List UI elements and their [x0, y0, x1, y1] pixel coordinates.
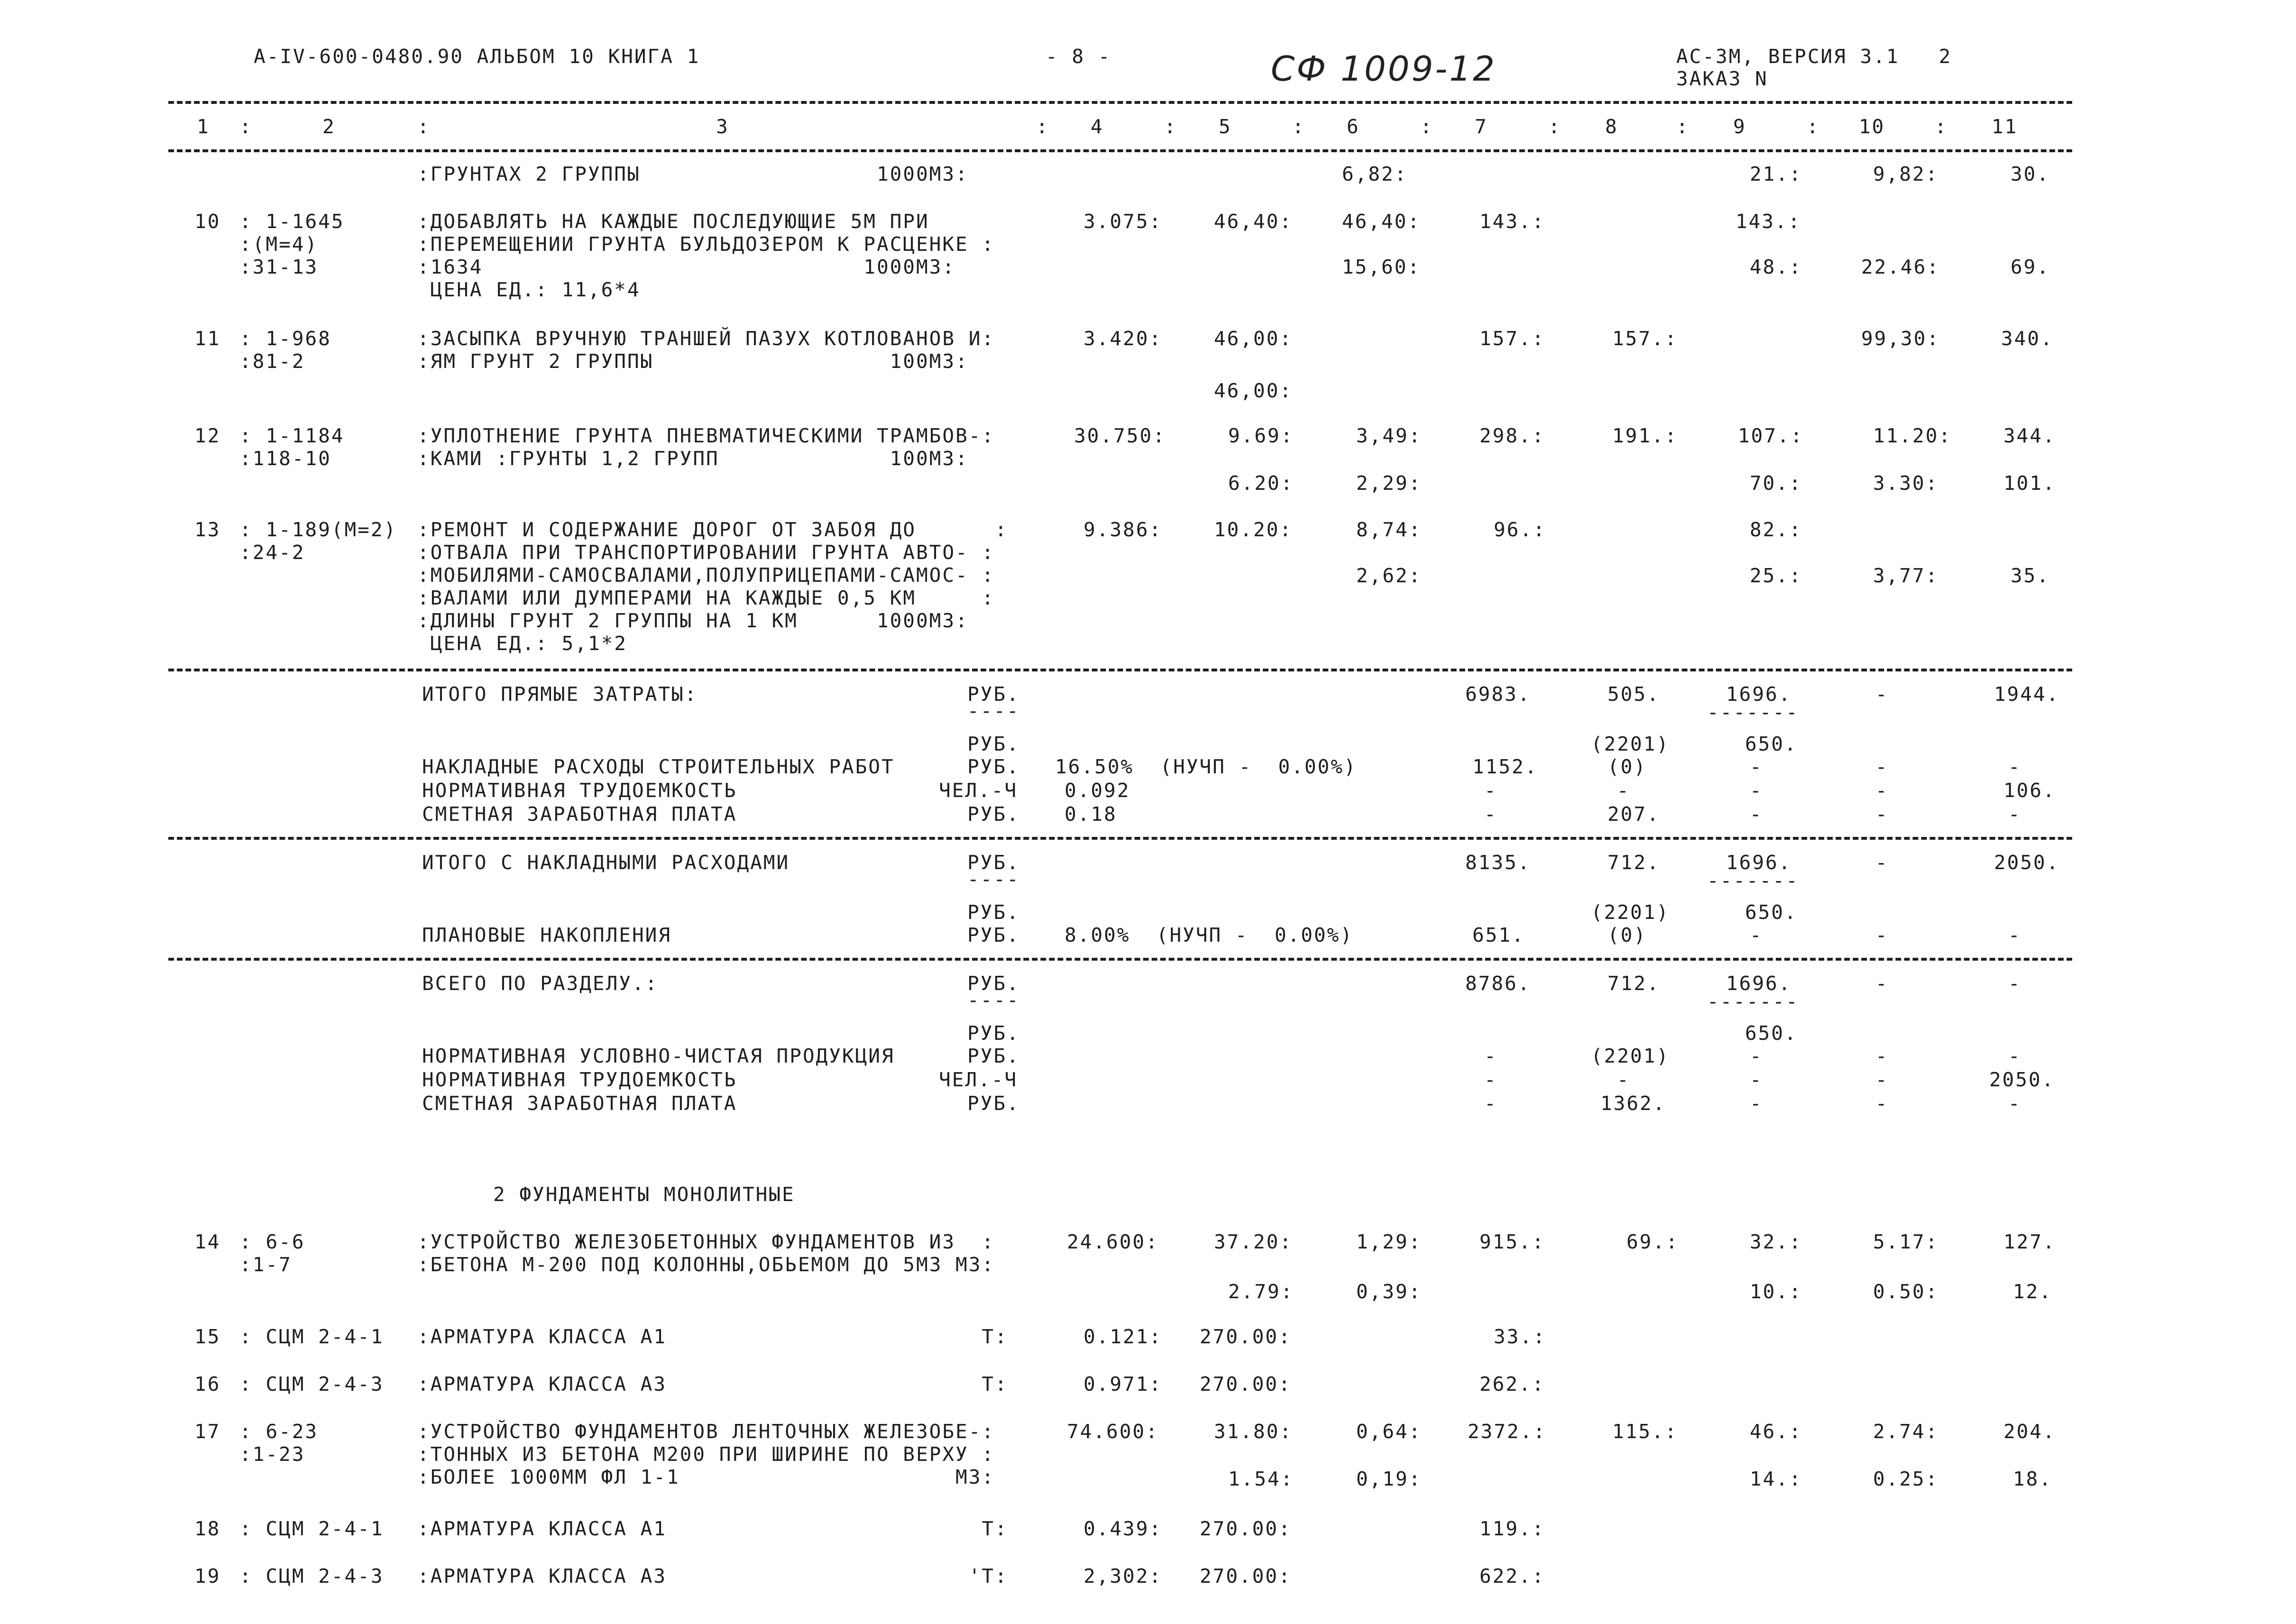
summary-unit: ЧЕЛ.-Ч [939, 779, 1018, 802]
column-number: 4 [1091, 115, 1104, 138]
row-description: :ЯМ ГРУНТ 2 ГРУППЫ 100М3: [417, 350, 969, 373]
row-number: 14 [194, 1230, 221, 1253]
summary-label: ПЛАНОВЫЕ НАКОПЛЕНИЯ [422, 924, 671, 946]
summary-col11: 2050. [1989, 1068, 2055, 1091]
cell-col7: 262.: [1479, 1373, 1545, 1395]
summary-col7: - [1484, 1092, 1497, 1115]
row-code-text: 1-1184 [266, 424, 345, 447]
row-number: 17 [194, 1420, 221, 1443]
row-code: : 6-23 [239, 1420, 319, 1443]
cell-col9: 32.: [1750, 1230, 1802, 1253]
column-separator: : [1036, 115, 1049, 138]
underline-marks: ---- [967, 868, 1020, 890]
cell-col4: 9.386: [1084, 518, 1163, 541]
column-separator: : [1548, 115, 1561, 138]
row-description: :ТОННЫХ ИЗ БЕТОНА М200 ПРИ ШИРИНЕ ПО ВЕРХУ : [417, 1443, 995, 1466]
summary-col9: - [1750, 1068, 1763, 1091]
summary-col9: - [1750, 755, 1763, 778]
row-description: :УСТРОЙСТВО ФУНДАМЕНТОВ ЛЕНТОЧНЫХ ЖЕЛЕЗОБЕ-: [417, 1420, 995, 1443]
summary-col9: 1696. [1726, 972, 1792, 995]
underline-marks: ------- [1707, 869, 1799, 892]
cell-col4: 0.971: [1084, 1373, 1163, 1395]
column-number: 8 [1605, 115, 1618, 138]
cell-col5: 37.20: [1214, 1230, 1293, 1253]
summary-col7: - [1484, 803, 1497, 826]
row-number: 10 [194, 210, 221, 233]
cell-col10-sub: 0.50: [1873, 1280, 1939, 1303]
summary-rate: 8.00% (НУЧП - 0.00%) [1065, 924, 1354, 946]
cell-col4: 0.439: [1084, 1517, 1163, 1540]
summary-col9: 1696. [1726, 851, 1792, 874]
row-code-text: 6-23 [266, 1420, 319, 1443]
cell-col4: 3.075: [1084, 210, 1163, 233]
cell-col5: 46,40: [1214, 210, 1293, 233]
summary-label: СМЕТНАЯ ЗАРАБОТНАЯ ПЛАТА [422, 1092, 737, 1115]
row-number: 12 [194, 424, 221, 447]
summary-col9: 650. [1745, 733, 1798, 755]
column-separator: : [1807, 115, 1820, 138]
summary-col7: 651. [1472, 924, 1525, 946]
row-code-text: СЦМ 2-4-1 [266, 1517, 384, 1540]
summary-label: НАКЛАДНЫЕ РАСХОДЫ СТРОИТЕЛЬНЫХ РАБОТ [422, 755, 895, 778]
cell-col9-sub: 70.: [1750, 472, 1802, 495]
album-reference: А-IV-600-0480.90 АЛЬБОМ 10 КНИГА 1 [254, 45, 700, 68]
cell-col9: 21.: [1750, 163, 1802, 185]
column-separator: : [417, 115, 431, 138]
cell-col11: 340. [2001, 327, 2054, 350]
row-number: 18 [194, 1517, 221, 1540]
cell-col4: 2,302: [1084, 1565, 1163, 1587]
underline-marks: ------- [1707, 701, 1799, 724]
underline-marks: ---- [967, 989, 1020, 1011]
summary-col9: - [1750, 1045, 1763, 1067]
column-separator: : [1420, 115, 1433, 138]
cell-col11-sub: 69. [2011, 256, 2050, 278]
cell-col9-sub: 14.: [1750, 1468, 1802, 1490]
cell-col10: 5.17: [1873, 1230, 1939, 1253]
summary-col11: - [2008, 972, 2021, 995]
cell-col6-sub: 0,19: [1356, 1468, 1422, 1490]
column-number: 7 [1475, 115, 1488, 138]
column-number: 6 [1347, 115, 1360, 138]
summary-col11: 106. [2003, 779, 2056, 802]
cell-col8: 191.: [1612, 424, 1678, 447]
summary-unit: ЧЕЛ.-Ч [939, 1068, 1018, 1091]
cell-col7: 119.: [1479, 1517, 1545, 1540]
cell-col5-sub: 6.20: [1228, 472, 1294, 495]
row-code: : СЦМ 2-4-1 [239, 1517, 384, 1540]
row-code-line: :24-2 [239, 541, 305, 564]
row-number: 16 [194, 1373, 221, 1395]
row-code: : СЦМ 2-4-3 [239, 1565, 384, 1587]
summary-col10: - [1875, 803, 1889, 826]
summary-col9: 1696. [1726, 683, 1792, 706]
row-code-line: :31-13 [239, 256, 319, 278]
cell-col10-sub: 3,77: [1873, 564, 1939, 587]
summary-col8: (0) [1607, 924, 1647, 946]
cell-col5: 270.00: [1200, 1325, 1292, 1348]
cell-col11: 30. [2011, 163, 2050, 185]
column-separator: : [1164, 115, 1177, 138]
cell-col7: 298.: [1479, 424, 1545, 447]
cell-col11-sub: 12. [2013, 1280, 2053, 1303]
summary-rule [168, 669, 2072, 671]
section-title: 2 ФУНДАМЕНТЫ МОНОЛИТНЫЕ [493, 1183, 795, 1206]
row-description: :АРМАТУРА КЛАССА А3 'Т: [417, 1565, 1008, 1587]
handwritten-reference: СФ 1009-12 [1271, 49, 1497, 89]
summary-unit: РУБ. [967, 1092, 1020, 1115]
cell-col6-sub: 2,29: [1356, 472, 1422, 495]
summary-label: ИТОГО С НАКЛАДНЫМИ РАСХОДАМИ [422, 851, 790, 874]
row-code-text: СЦМ 2-4-3 [266, 1565, 384, 1587]
row-description: :ПЕРЕМЕЩЕНИИ ГРУНТА БУЛЬДОЗЕРОМ К РАСЦЕНКЕ : [417, 233, 995, 256]
cell-col7: 2372.: [1468, 1420, 1547, 1443]
cell-col9: 143.: [1736, 210, 1801, 233]
cell-col10-sub: 3.30: [1873, 472, 1939, 495]
cell-col6-sub: 2,62: [1356, 564, 1422, 587]
cell-col10: 11.20: [1873, 424, 1952, 447]
summary-col10: - [1875, 851, 1889, 874]
row-number: 15 [194, 1325, 221, 1348]
cell-col11: 344. [2003, 424, 2056, 447]
row-code: : 1-1645 [239, 210, 345, 233]
summary-col8: 712. [1607, 851, 1660, 874]
header-rule-bottom [168, 149, 2072, 152]
summary-col9: 650. [1745, 1022, 1798, 1045]
cell-col11: 127. [2003, 1230, 2056, 1253]
cell-col10: 99,30: [1861, 327, 1940, 350]
row-code-line: :(М=4) [239, 233, 319, 256]
summary-col7: 1152. [1472, 755, 1538, 778]
summary-col8: 1362. [1600, 1092, 1666, 1115]
summary-unit: РУБ. [967, 1045, 1020, 1067]
cell-col9: 107.: [1738, 424, 1804, 447]
cell-col7: 915.: [1479, 1230, 1545, 1253]
summary-col9: - [1750, 1092, 1763, 1115]
summary-col8: (2201) [1591, 1045, 1670, 1067]
row-description: :МОБИЛЯМИ-САМОСВАЛАМИ,ПОЛУПРИЦЕПАМИ-САМОС- : [417, 564, 995, 587]
row-description: :БЕТОНА М-200 ПОД КОЛОННЫ,ОБЬЕМОМ ДО 5М3 М3: [417, 1253, 995, 1276]
cell-col8: 69.: [1626, 1230, 1679, 1253]
summary-col8: 505. [1607, 683, 1660, 706]
summary-col8: 207. [1607, 803, 1660, 826]
underline-marks: ---- [967, 699, 1020, 722]
cell-col6: 3,49: [1356, 424, 1422, 447]
row-code-text: 1-1645 [266, 210, 345, 233]
row-description: :ЗАСЫПКА ВРУЧНУЮ ТРАНШЕЙ ПАЗУХ КОТЛОВАНОВ И: [417, 327, 995, 350]
summary-col10: - [1875, 779, 1889, 802]
summary-label: ИТОГО ПРЯМЫЕ ЗАТРАТЫ: [422, 683, 698, 706]
row-code: : 1-189(М=2) [239, 518, 397, 541]
row-description: :ДОБАВЛЯТЬ НА КАЖДЫЕ ПОСЛЕДУЮЩИЕ 5М ПРИ [417, 210, 929, 233]
row-code-text: СЦМ 2-4-1 [266, 1325, 384, 1348]
row-code: : 6-6 [239, 1230, 305, 1253]
summary-col9: - [1750, 803, 1763, 826]
cell-col10-sub: 0.25: [1873, 1468, 1939, 1490]
row-code-text: 1-189(М=2) [266, 518, 397, 541]
summary-col10: - [1875, 1068, 1889, 1091]
cell-col9-sub: 10.: [1750, 1280, 1802, 1303]
summary-rule [168, 837, 2072, 840]
summary-rate: 16.50% (НУЧП - 0.00%) [1055, 755, 1357, 778]
row-description: :ДЛИНЫ ГРУНТ 2 ГРУППЫ НА 1 КМ 1000М3: [417, 609, 969, 632]
cell-col6: 1,29: [1356, 1230, 1422, 1253]
column-number: 5 [1219, 115, 1232, 138]
summary-col8: (2201) [1591, 901, 1670, 924]
cell-col5: 31.80: [1214, 1420, 1293, 1443]
summary-rate: 0.092 [1065, 779, 1130, 802]
summary-col10: - [1875, 972, 1889, 995]
cell-col4: 24.600: [1067, 1230, 1159, 1253]
summary-unit: РУБ. [967, 803, 1020, 826]
column-number: 1 [197, 115, 210, 138]
cell-col11-sub: 35. [2011, 564, 2050, 587]
summary-unit: РУБ. [967, 972, 1020, 995]
column-separator: : [1676, 115, 1690, 138]
summary-col7: 8135. [1465, 851, 1531, 874]
row-code-text: 6-6 [266, 1230, 305, 1253]
summary-col11: - [2008, 1092, 2021, 1115]
row-price-note: ЦЕНА ЕД.: 5,1*2 [417, 632, 627, 655]
summary-col11: - [2008, 755, 2021, 778]
summary-unit: РУБ. [967, 901, 1020, 924]
summary-label: ВСЕГО ПО РАЗДЕЛУ.: [422, 972, 659, 995]
cell-col11: 204. [2003, 1420, 2056, 1443]
row-code-line: :81-2 [239, 350, 305, 373]
column-separator: : [1292, 115, 1305, 138]
cell-col6: 46,40: [1342, 210, 1421, 233]
cell-col8: 157.: [1612, 327, 1678, 350]
row-code: : СЦМ 2-4-3 [239, 1373, 384, 1395]
cell-col7: 622.: [1479, 1565, 1545, 1587]
summary-col9: - [1750, 779, 1763, 802]
summary-label: НОРМАТИВНАЯ ТРУДОЕМКОСТЬ [422, 779, 737, 802]
column-number: 2 [322, 115, 336, 138]
row-description: :1634 1000М3: [417, 256, 956, 278]
cell-col9-sub: 25.: [1750, 564, 1802, 587]
cell-col4: 3.420: [1084, 327, 1163, 350]
row-description: :ОТВАЛА ПРИ ТРАНСПОРТИРОВАНИИ ГРУНТА АВТО- : [417, 541, 995, 564]
summary-rate: 0.18 [1065, 803, 1117, 826]
cell-col7: 143.: [1479, 210, 1545, 233]
row-description: :АРМАТУРА КЛАССА А3 Т: [417, 1373, 1008, 1395]
column-number: 11 [1992, 115, 2018, 138]
cell-col6: 8,74: [1356, 518, 1422, 541]
summary-col11: 2050. [1994, 851, 2060, 874]
summary-label: НОРМАТИВНАЯ ТРУДОЕМКОСТЬ [422, 1068, 737, 1091]
page-number: - 8 - [1046, 45, 1111, 68]
cell-col4: 0.121: [1084, 1325, 1163, 1348]
row-number: 11 [194, 327, 221, 350]
column-separator: : [239, 115, 253, 138]
row-code: : 1-968 [239, 327, 331, 350]
row-description: :ВАЛАМИ ИЛИ ДУМПЕРАМИ НА КАЖДЫЕ 0,5 КМ : [417, 587, 995, 609]
summary-col8: 712. [1607, 972, 1660, 995]
cell-col7: 33.: [1494, 1325, 1546, 1348]
summary-unit: РУБ. [967, 683, 1020, 706]
cell-col11-sub: 101. [2003, 472, 2056, 495]
cell-col5: 10.20: [1214, 518, 1293, 541]
summary-col7: 8786. [1465, 972, 1531, 995]
row-description: :УПЛОТНЕНИЕ ГРУНТА ПНЕВМАТИЧЕСКИМИ ТРАМБОВ-: [417, 424, 995, 447]
cell-col5-sub: 2.79: [1228, 1280, 1294, 1303]
cell-col5: 46,00: [1214, 327, 1293, 350]
row-description: :КАМИ :ГРУНТЫ 1,2 ГРУПП 100М3: [417, 447, 969, 470]
summary-rule [168, 958, 2072, 961]
summary-col8: (2201) [1591, 733, 1670, 755]
row-code: : СЦМ 2-4-1 [239, 1325, 384, 1348]
row-number: 13 [194, 518, 221, 541]
summary-col8: - [1617, 1068, 1630, 1091]
cell-col10: 2.74: [1873, 1420, 1939, 1443]
summary-col8: - [1617, 779, 1630, 802]
cell-col6: 0,64: [1356, 1420, 1422, 1443]
summary-col10: - [1875, 755, 1889, 778]
summary-col10: - [1875, 1092, 1889, 1115]
cell-col6-sub: 0,39: [1356, 1280, 1422, 1303]
summary-col7: - [1484, 1068, 1497, 1091]
cell-col5: 9.69: [1228, 424, 1294, 447]
summary-col7: - [1484, 779, 1497, 802]
summary-col8: (0) [1607, 755, 1647, 778]
row-description: :АРМАТУРА КЛАССА А1 Т: [417, 1517, 1008, 1540]
summary-col7: - [1484, 1045, 1497, 1067]
cell-col6-sub: 15,60: [1342, 256, 1421, 278]
column-number: 9 [1733, 115, 1746, 138]
row-code-line: :118-10 [239, 447, 331, 470]
cell-col5: 270.00: [1200, 1373, 1292, 1395]
cell-col7: 96.: [1494, 518, 1546, 541]
row-description: :ГРУНТАХ 2 ГРУППЫ 1000М3: [417, 163, 969, 185]
summary-unit: РУБ. [967, 924, 1020, 946]
summary-col10: - [1875, 1045, 1889, 1067]
summary-unit: РУБ. [967, 1022, 1020, 1045]
summary-col11: - [2008, 924, 2021, 946]
cell-col9-sub: 48.: [1750, 256, 1802, 278]
cell-col5: 270.00: [1200, 1517, 1292, 1540]
column-number: 10 [1859, 115, 1885, 138]
order-label: ЗАКАЗ N [1676, 67, 1768, 90]
version-label: АС-3М, ВЕРСИЯ 3.1 2 [1676, 45, 1952, 68]
summary-col9: - [1750, 924, 1763, 946]
row-description: :АРМАТУРА КЛАССА А1 Т: [417, 1325, 1008, 1348]
cell-col11-sub: 18. [2013, 1468, 2053, 1490]
cell-col9: 46.: [1750, 1420, 1802, 1443]
cell-col10: 9,82: [1873, 163, 1939, 185]
summary-col11: - [2008, 803, 2021, 826]
row-price-note: ЦЕНА ЕД.: 11,6*4 [417, 278, 641, 301]
summary-unit: РУБ. [967, 733, 1020, 755]
column-separator: : [1935, 115, 1948, 138]
summary-unit: РУБ. [967, 851, 1020, 874]
summary-col10: - [1875, 683, 1889, 706]
cell-col4: 74.600: [1067, 1420, 1159, 1443]
summary-col11: 1944. [1994, 683, 2060, 706]
row-description: :УСТРОЙСТВО ЖЕЛЕЗОБЕТОННЫХ ФУНДАМЕНТОВ ИЗ : [417, 1230, 995, 1253]
underline-marks: ------- [1707, 990, 1799, 1013]
header-rule-top [168, 101, 2072, 104]
cell-col10-sub: 22.46: [1861, 256, 1940, 278]
summary-label: СМЕТНАЯ ЗАРАБОТНАЯ ПЛАТА [422, 803, 737, 826]
summary-col7: 6983. [1465, 683, 1531, 706]
summary-col9: 650. [1745, 901, 1798, 924]
column-number: 3 [716, 115, 729, 138]
cell-col6: 6,82: [1342, 163, 1408, 185]
row-code: : 1-1184 [239, 424, 345, 447]
summary-label: НОРМАТИВНАЯ УСЛОВНО-ЧИСТАЯ ПРОДУКЦИЯ [422, 1045, 895, 1067]
row-description: :РЕМОНТ И СОДЕРЖАНИЕ ДОРОГ ОТ ЗАБОЯ ДО : [417, 518, 1008, 541]
row-code-line: :1-23 [239, 1443, 305, 1466]
row-code-text: 1-968 [266, 327, 331, 350]
cell-col4: 30.750: [1074, 424, 1166, 447]
cell-col8: 115.: [1612, 1420, 1678, 1443]
cell-col5-sub: 1.54: [1228, 1468, 1294, 1490]
summary-col10: - [1875, 924, 1889, 946]
row-code-line: :1-7 [239, 1253, 292, 1276]
summary-col11: - [2008, 1045, 2021, 1067]
cell-col5-sub: 46,00: [1214, 379, 1293, 402]
summary-unit: РУБ. [967, 755, 1020, 778]
cell-col5: 270.00: [1200, 1565, 1292, 1587]
row-code-text: СЦМ 2-4-3 [266, 1373, 384, 1395]
cell-col9: 82.: [1750, 518, 1802, 541]
cell-col7: 157.: [1479, 327, 1545, 350]
row-description: :БОЛЕЕ 1000ММ ФЛ 1-1 М3: [417, 1466, 995, 1488]
row-number: 19 [194, 1565, 221, 1587]
